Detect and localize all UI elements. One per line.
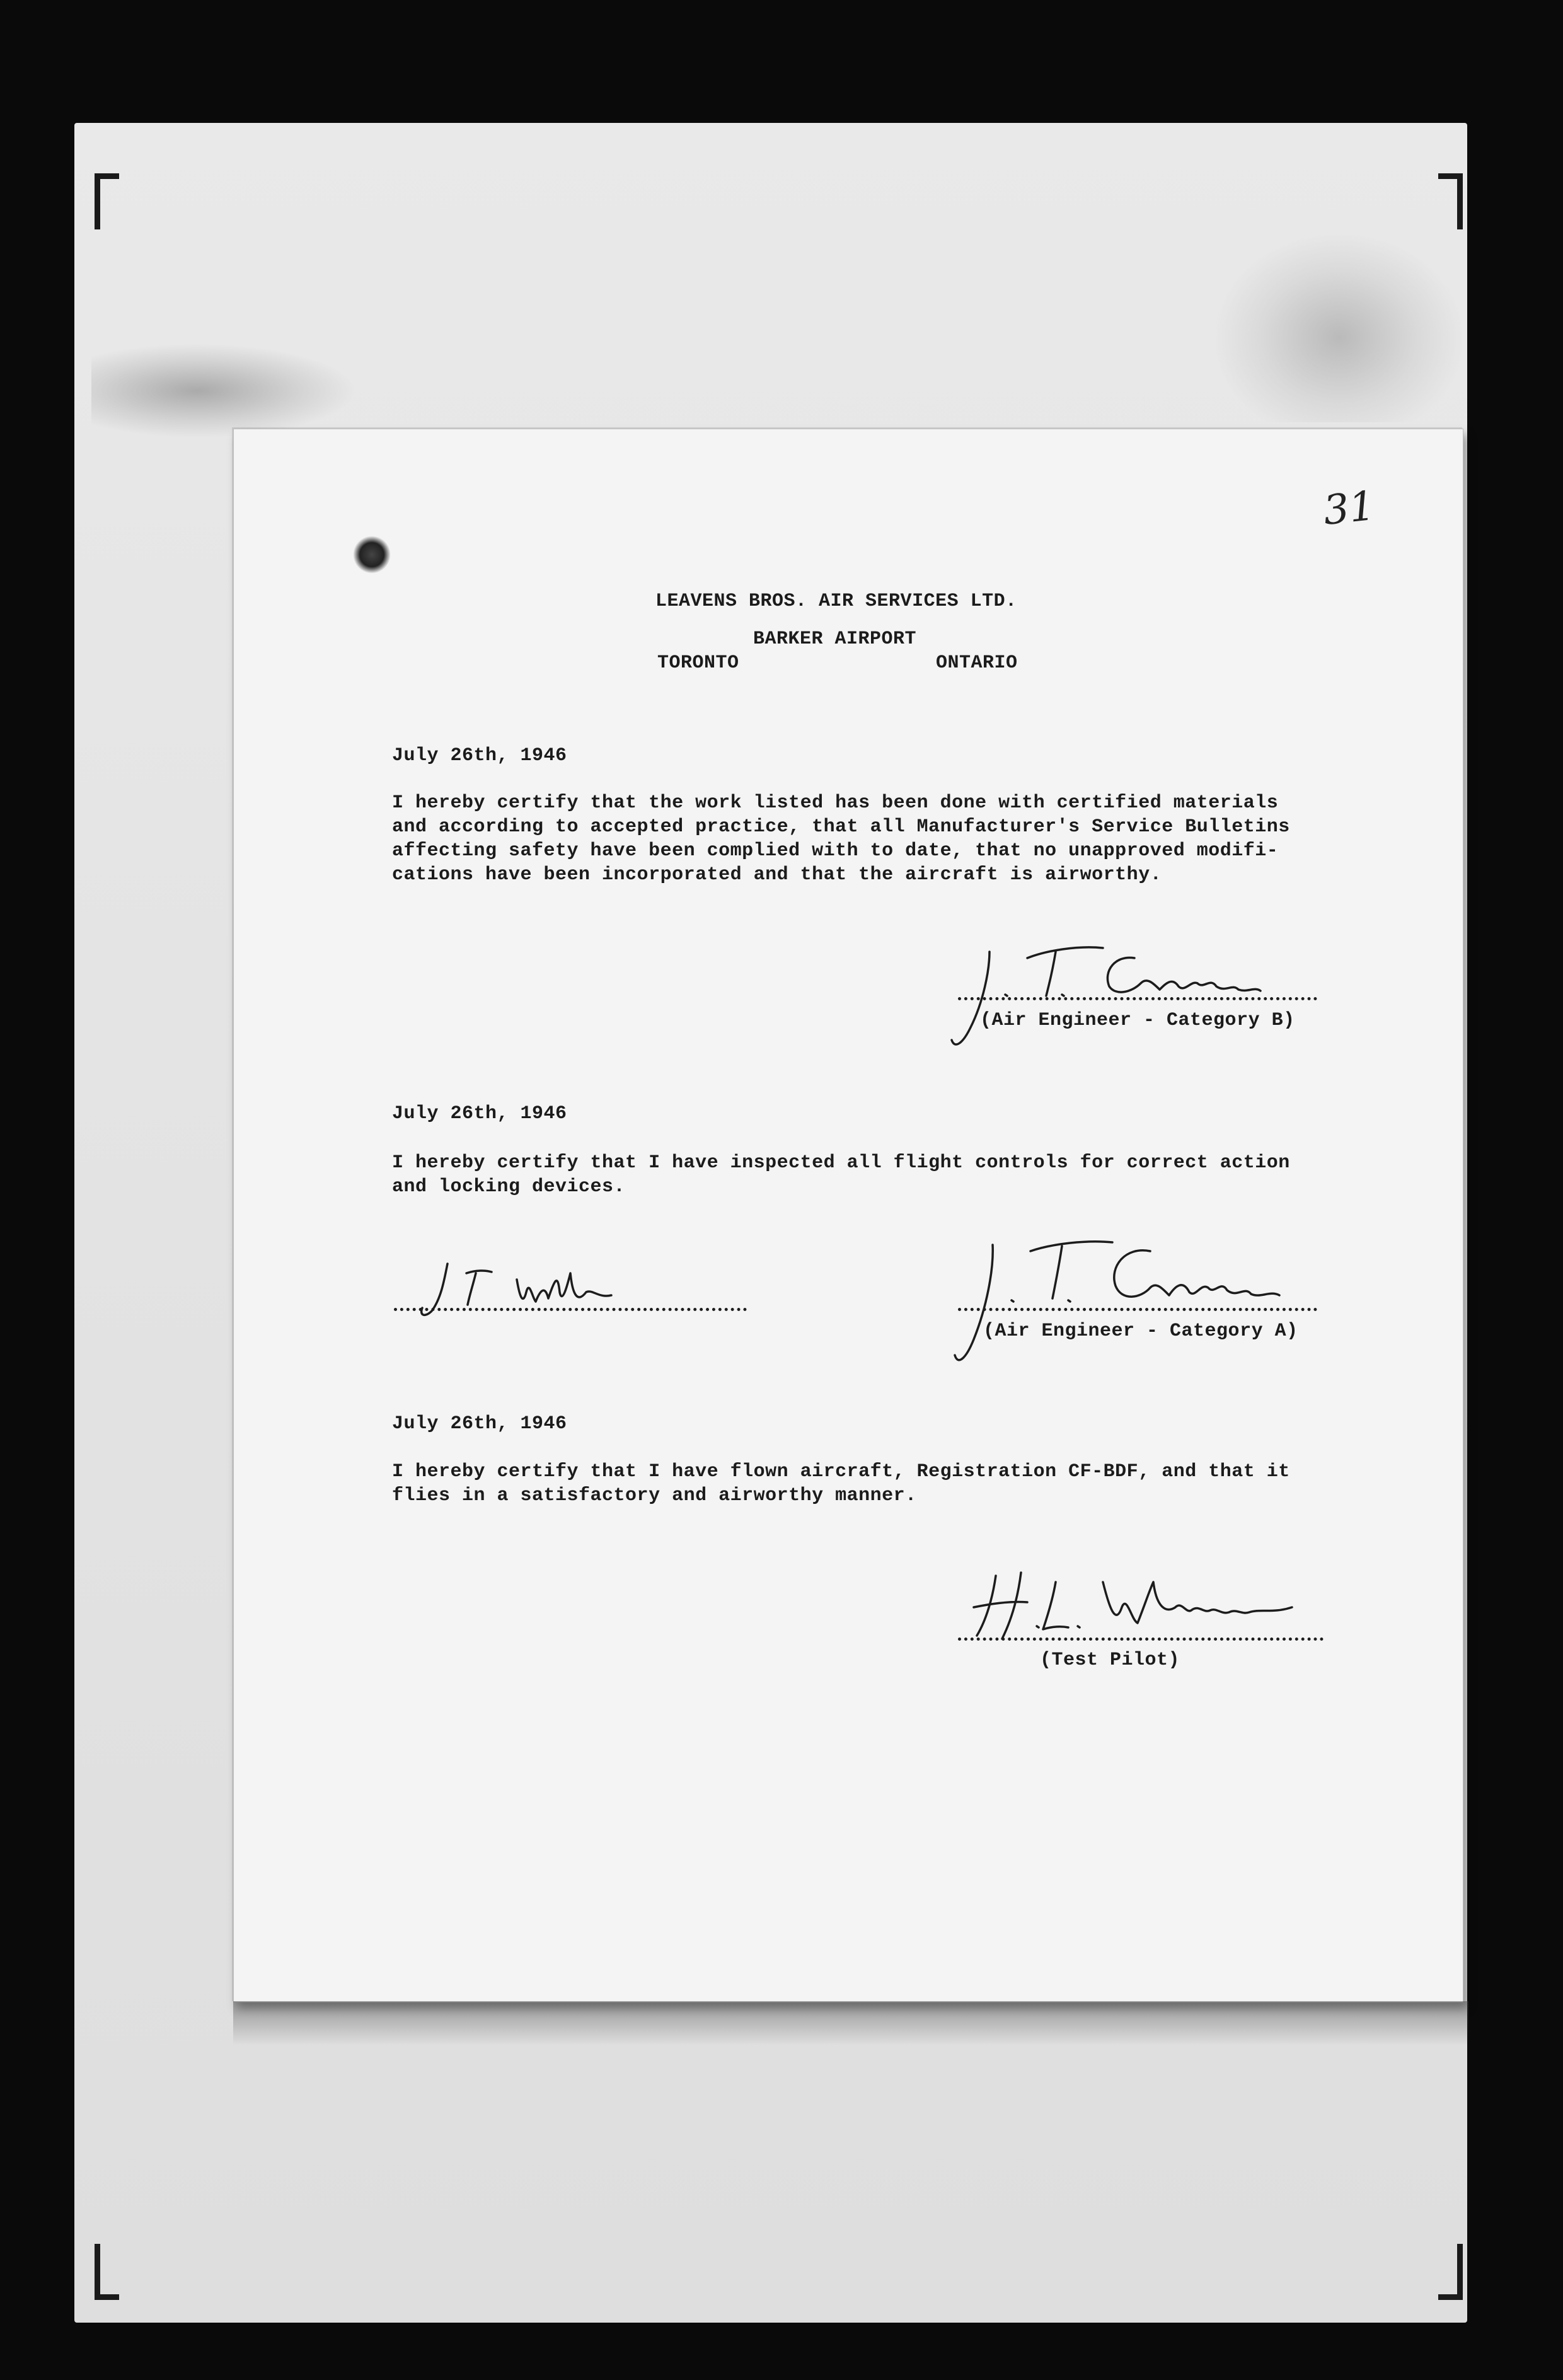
signature-wainman — [952, 1563, 1342, 1658]
certification-3-date: July 26th, 1946 — [392, 1413, 567, 1435]
signature-role-category-b: (Air Engineer - Category B) — [980, 1010, 1295, 1031]
signature-cairns-2 — [949, 1232, 1327, 1377]
certification-1-line: I hereby certify that the work listed has been done with certified materials — [392, 792, 1279, 814]
signature-line — [958, 1308, 1317, 1311]
letter-shadow — [233, 2001, 1468, 2045]
airport-name: BARKER AIRPORT — [753, 628, 917, 650]
certification-1-line: affecting safety have been complied with to date, that no unapproved modifi- — [392, 840, 1279, 862]
paper-smudge-right — [1216, 233, 1462, 422]
certification-2-date: July 26th, 1946 — [392, 1103, 567, 1124]
signature-cairns-1 — [945, 933, 1324, 1059]
signature-line — [958, 997, 1317, 1000]
crop-mark-top-left — [95, 173, 119, 229]
certification-3-line: I hereby certify that I have flown aircraft, Registration CF-BDF, and that it — [392, 1461, 1290, 1482]
signature-miller — [397, 1254, 662, 1324]
certification-1-date: July 26th, 1946 — [392, 745, 567, 766]
city-name: TORONTO — [657, 652, 739, 674]
certification-2-line: I hereby certify that I have inspected all flight controls for correct action — [392, 1152, 1290, 1174]
signature-line — [394, 1308, 747, 1311]
signature-line — [958, 1638, 1324, 1641]
signature-role-test-pilot: (Test Pilot) — [1040, 1649, 1180, 1671]
hole-punch-mark — [353, 536, 391, 574]
crop-mark-bottom-left — [95, 2244, 119, 2300]
certification-3-line: flies in a satisfactory and airworthy manner. — [392, 1485, 917, 1506]
crop-mark-top-right — [1438, 173, 1463, 229]
province-name: ONTARIO — [936, 652, 1018, 674]
certification-1-line: and according to accepted practice, that all Manufacturer's Service Bulletins — [392, 816, 1290, 838]
company-name: LEAVENS BROS. AIR SERVICES LTD. — [655, 591, 1017, 612]
signature-role-category-a: (Air Engineer - Category A) — [983, 1320, 1298, 1342]
certification-1-line: cations have been incorporated and that the aircraft is airworthy. — [392, 864, 1162, 886]
crop-mark-bottom-right — [1438, 2244, 1463, 2300]
page-number: 31 — [1321, 482, 1378, 535]
certification-2-line: and locking devices. — [392, 1176, 626, 1198]
certificate-letter — [233, 429, 1463, 2002]
paper-smudge-left — [91, 344, 356, 438]
